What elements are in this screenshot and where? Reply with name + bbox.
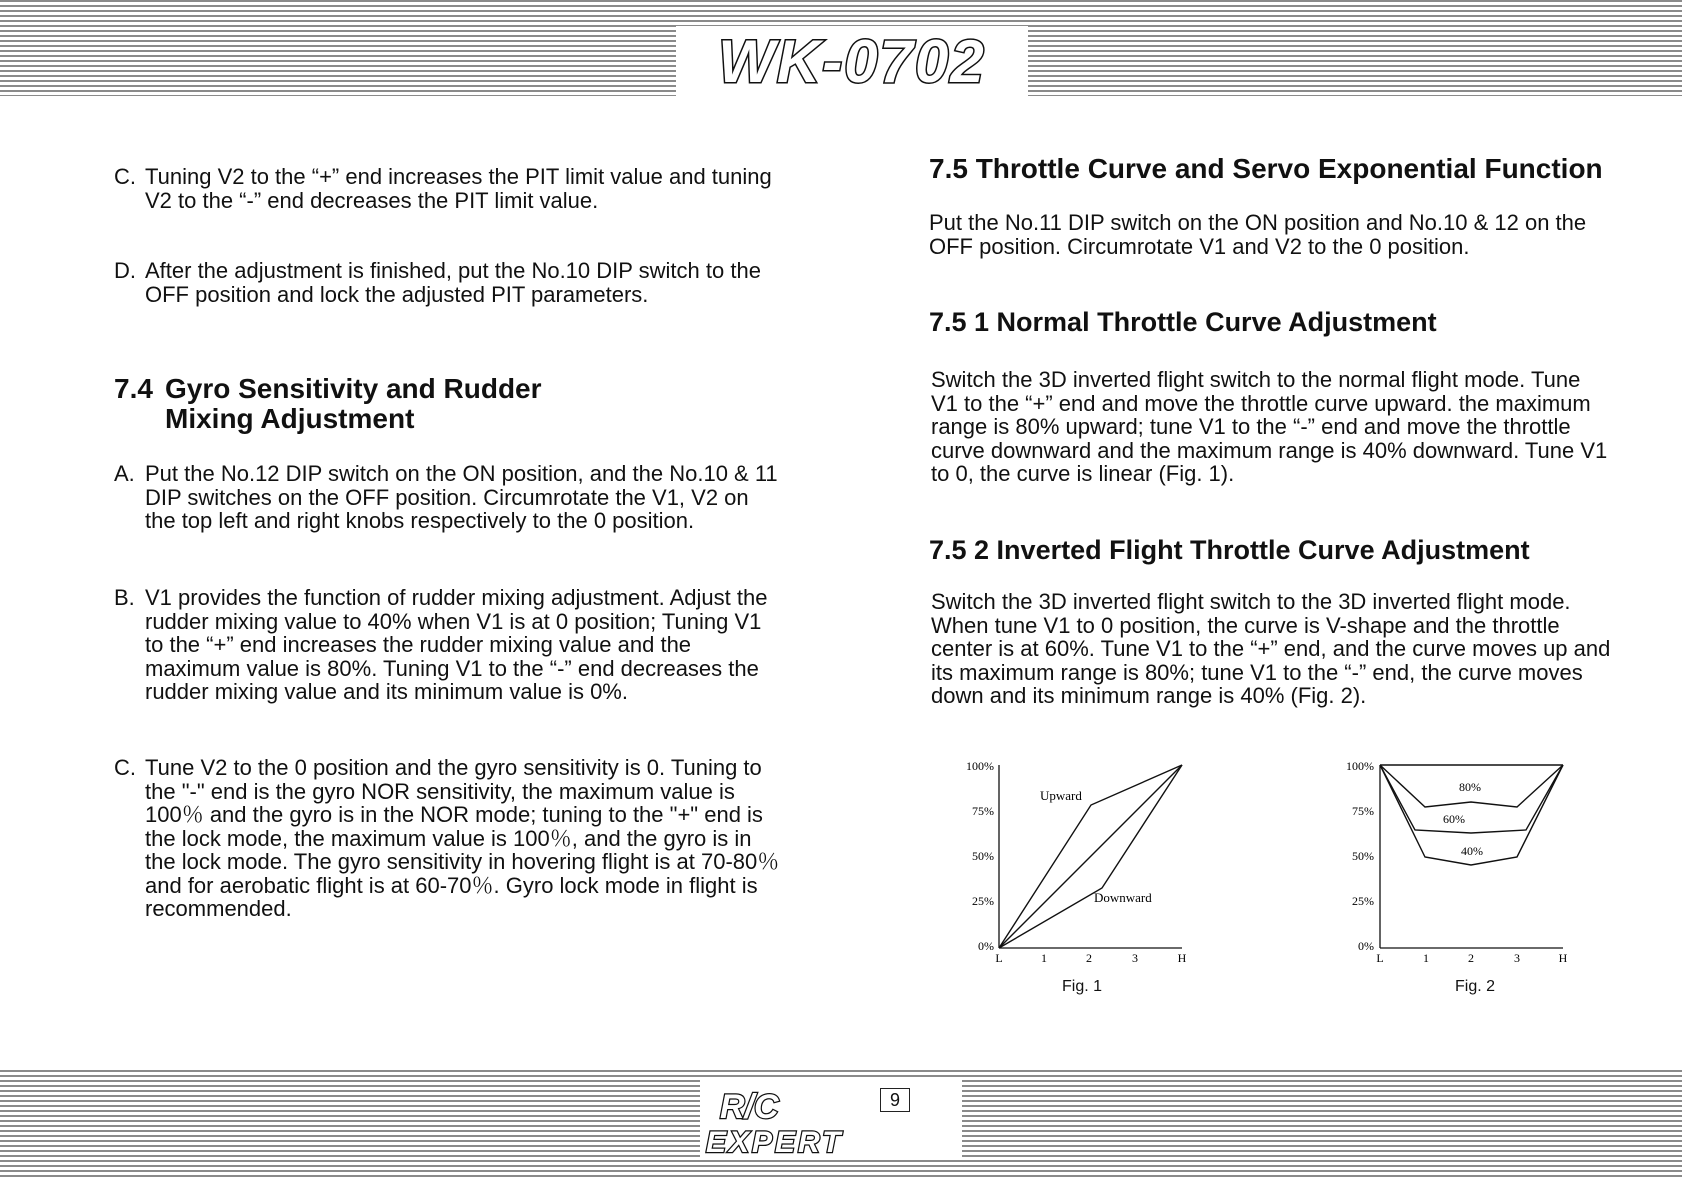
figure-2-plot: [1330, 750, 1580, 970]
page-title: WK-0702: [718, 27, 986, 95]
item-b: [114, 585, 785, 704]
item-a: [114, 461, 785, 533]
logo-expert-text: EXPERT: [706, 1126, 844, 1159]
fig2-label-60: 60%: [1443, 812, 1465, 826]
item-c-gyro: [114, 755, 785, 921]
section-74-number: 7.4: [114, 373, 153, 404]
fig2-xtick-2: 2: [1468, 951, 1474, 965]
fig1-xtick-l: L: [995, 951, 1003, 965]
figure-1: [950, 750, 1200, 970]
logo-rc-text: R/C: [720, 1088, 779, 1126]
fig2-label-80: 80%: [1459, 780, 1481, 794]
section-751-text: Switch the 3D inverted flight switch to the normal flight mode. Tune V1 to the “+” end and move the throttle curve upward. the maximum range is 80% upward; tune V1 to the “-” end and move the throttle curve downward and the maximum range is 40% downward. Tune V1 to 0, the curve is linear (Fig. 1).: [931, 367, 1608, 486]
fig1-xtick-2: 2: [1086, 951, 1092, 965]
fig1-xtick-3: 3: [1132, 951, 1138, 965]
page-number: 9: [880, 1088, 910, 1112]
title-logo: [676, 26, 1028, 96]
footer-logo: [700, 1080, 962, 1160]
item-c-pit-text: Tuning V2 to the “+” end increases the PIT limit value and tuning V2 to the “-” end decreases the PIT limit value.: [145, 164, 772, 213]
item-b-text: V1 provides the function of rudder mixing adjustment. Adjust the rudder mixing value to 40% when V1 is at 0 position; Tuning V1 to the “+” end increases the rudder mixing value and the maximum value is 80%. Tuning V1 to the “-” end decreases the rudder mixing value and its minimum value is 0%.: [145, 585, 768, 704]
fig1-ytick-50: 50%: [972, 849, 994, 863]
section-75-heading: 7.5 Throttle Curve and Servo Exponential Function: [929, 153, 1603, 184]
item-d-text: After the adjustment is finished, put the No.10 DIP switch to the OFF position and lock the adjusted PIT parameters.: [145, 258, 761, 307]
section-752-heading: 7.5 2 Inverted Flight Throttle Curve Adjustment: [929, 535, 1530, 565]
fig1-xtick-h: H: [1177, 951, 1187, 965]
section-751-heading: 7.5 1 Normal Throttle Curve Adjustment: [929, 307, 1437, 337]
section-752-text: Switch the 3D inverted flight switch to the 3D inverted flight mode. When tune V1 to 0 position, the curve is V-shape and the throttle center is at 60%. Tune V1 to the “+” end, and the curve moves up and its maximum range is 80%; tune V1 to the “-” end, the curve moves down and its minimum range is 40% (Fig. 2).: [931, 589, 1611, 708]
section-75-text: Put the No.11 DIP switch on the ON position and No.10 & 12 on the OFF position. Circumrotate V1 and V2 to the 0 position.: [929, 210, 1587, 259]
item-a-text: Put the No.12 DIP switch on the ON position, and the No.10 & 11 DIP switches on the OFF position. Circumrotate the V1, V2 on the top left and right knobs respectively to the 0 position.: [145, 461, 778, 533]
fig2-xtick-l: L: [1376, 951, 1384, 965]
item-d-label: D.: [114, 258, 136, 283]
fig2-xtick-1: 1: [1423, 951, 1429, 965]
item-a-label: A.: [114, 461, 135, 486]
figure-1-caption: Fig. 1: [1062, 978, 1103, 995]
fig2-label-40: 40%: [1461, 844, 1483, 858]
fig1-ytick-25: 25%: [972, 894, 994, 908]
fig2-xtick-3: 3: [1514, 951, 1520, 965]
fig2-ytick-25: 25%: [1352, 894, 1374, 908]
section-74-title: Gyro Sensitivity and Rudder Mixing Adjustment: [165, 373, 542, 434]
item-c-gyro-label: C.: [114, 755, 136, 780]
item-c-gyro-text: Tune V2 to the 0 position and the gyro sensitivity is 0. Tuning to the "-" end is the gyro NOR sensitivity, the maximum value is 100％ and the gyro is in the NOR mode; tuning to the "+" end is the lock mode, the maximum value is 100％, and the gyro is in the lock mode. The gyro sensitivity in hovering flight is at 70-80％ and for aerobatic flight is at 60-70％. Gyro lock mode in flight is recommended.: [145, 755, 780, 921]
fig2-xtick-h: H: [1558, 951, 1568, 965]
linear-curve: [999, 765, 1182, 948]
figure-1-plot: [950, 750, 1200, 970]
fig1-ytick-100: 100%: [966, 759, 994, 773]
fig2-ytick-0: 0%: [1358, 939, 1374, 953]
figure-2: [1330, 750, 1580, 970]
item-c-pit-label: C.: [114, 164, 136, 189]
item-b-label: B.: [114, 585, 135, 610]
fig1-label-upward: Upward: [1040, 788, 1082, 803]
fig1-label-downward: Downward: [1094, 890, 1152, 905]
item-c-pit: [114, 164, 785, 213]
fig1-xtick-1: 1: [1041, 951, 1047, 965]
figure-2-caption: Fig. 2: [1455, 978, 1496, 995]
item-d: [114, 258, 785, 307]
fig2-ytick-75: 75%: [1352, 804, 1374, 818]
fig2-ytick-100: 100%: [1346, 759, 1374, 773]
fig1-ytick-75: 75%: [972, 804, 994, 818]
fig2-ytick-50: 50%: [1352, 849, 1374, 863]
fig1-ytick-0: 0%: [978, 939, 994, 953]
rc-expert-logo: [700, 1080, 962, 1160]
curve-60: [1380, 765, 1563, 833]
